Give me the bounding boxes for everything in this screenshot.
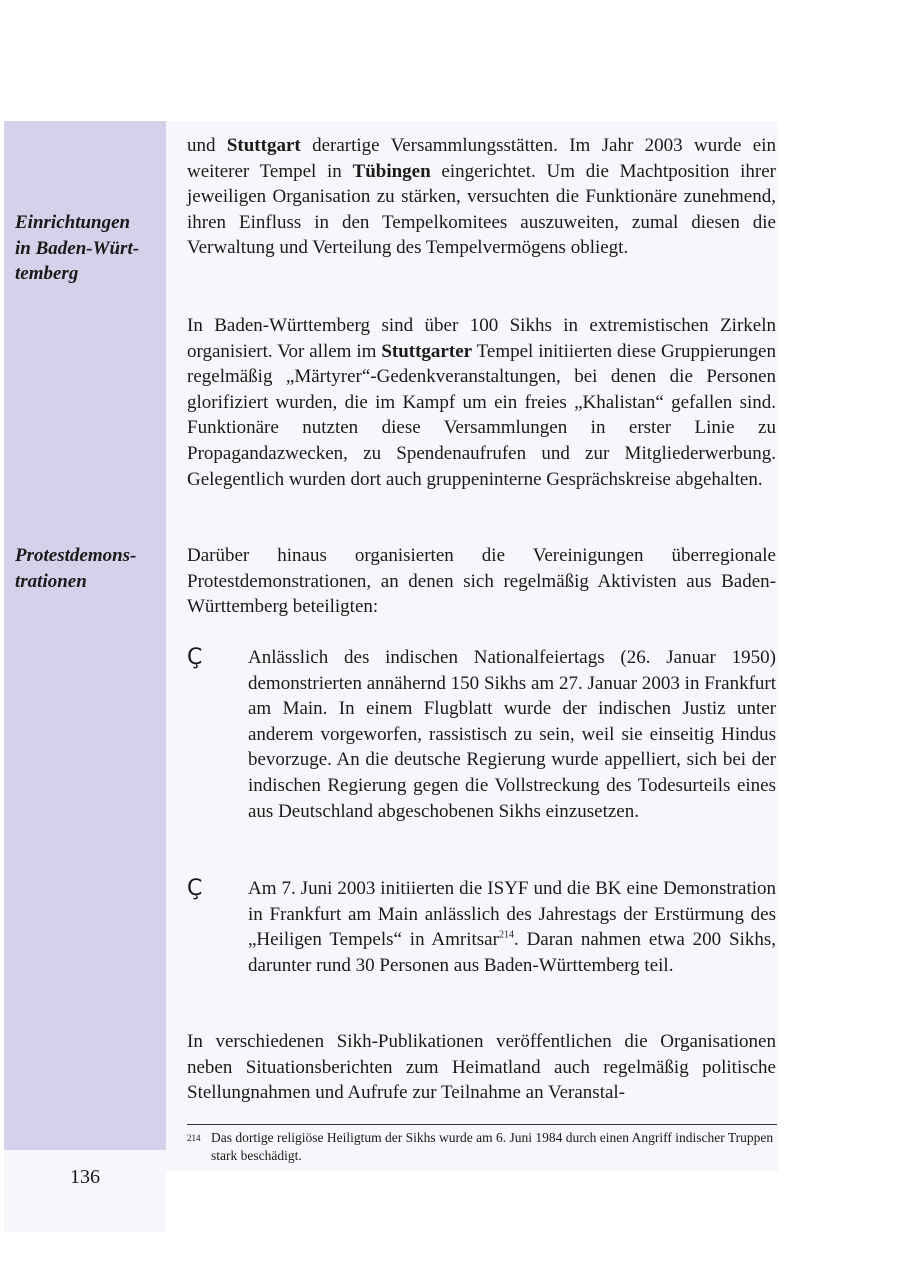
bold-place-name: Tübingen [352, 160, 431, 182]
text-run: In Baden-Württemberg sind über 100 Sikhs in extremistischen Zirkeln organisiert. Vor allem im [187, 315, 776, 362]
text-run: derartige Versammlungsstätten. Im Jahr 2003 wurde ein weiterer Tempel in [187, 135, 777, 182]
margin-heading-protestdemonstrationen [15, 543, 163, 594]
text-run: . Daran nahmen etwa 200 Sikhs, darunter rund 30 Personen aus Baden-Württemberg teil. [248, 929, 776, 976]
paragraph-1 [187, 133, 776, 261]
text-run: eingerichtet. Um die Machtposition ihrer jeweiligen Organisation zu stärken, versuchten die Funktionäre zunehmend, ihren Einfluss in den Tempelkomitees auszuweiten, zumal diesen die Verwaltung und Verteilung des Tempelvermögens obliegt. [187, 160, 776, 259]
bullet-item-2 [248, 876, 776, 978]
text-run: Tempel initiierten diese Gruppierungen regelmäßig „Märtyrer“-Gedenkveranstaltungen, bei denen die Personen glorifiziert wurden, die im Kampf um ein freies „Khalistan“ gefallen sind. Funktionäre nutzten diese Versammlungen in erster Linie zu Propagandazwecken, zu Spendenaufrufen und zur Mitgliederwerbung. Gelegentlich wurden dort auch gruppeninterne Gesprächskreise abgehalten. [187, 340, 776, 490]
margin-heading-line: trationen [15, 570, 87, 592]
text-run: Am 7. Juni 2003 initiierten die ISYF und die BK eine Demonstration in Frankfurt am Main anlässlich des Jahrestags der Erstürmung des „Heiligen Tempels“ in Amritsar [248, 878, 776, 951]
bullet-marker: Ç [187, 876, 203, 901]
margin-heading-einrichtungen [15, 210, 163, 287]
margin-heading-line: in Baden-Würt- [15, 237, 140, 259]
text-run: und [187, 135, 227, 156]
paragraph-3: Darüber hinaus organisierten die Vereinigungen überregionale Protestdemonstrationen, an denen sich regelmäßig Aktivisten aus Baden-Württemberg beteiligten: [187, 545, 776, 618]
margin-heading-line: Einrichtungen [15, 212, 131, 233]
bullet-marker: Ç [187, 645, 203, 670]
bullet-item-1: Anlässlich des indischen Nationalfeiertags (26. Januar 1950) demonstrierten annähernd 150 Sikhs am 27. Januar 2003 in Frankfurt am Main. In einem Flugblatt wurde der indischen Justiz unter anderem vorgeworfen, rassistisch zu sein, weil sie einseitig Hindus bevorzuge. An die deutsche Regierung wurde appelliert, sich bei der indischen Regierung gegen die Vollstreckung des Todesurteils eines aus Deutschland abgeschobenen Sikhs einzusetzen. [248, 647, 776, 822]
footnote-text: Das dortige religiöse Heiligtum der Sikhs wurde am 6. Juni 1984 durch einen Angriff indischer Truppen stark beschädigt. [211, 1130, 774, 1163]
page-number: 136 [70, 1166, 100, 1188]
bold-place-name: Stuttgarter [381, 340, 473, 362]
footnote-reference[interactable]: 214 [498, 929, 514, 941]
margin-heading-line: Protestdemons- [15, 545, 137, 566]
footnote-divider [187, 1124, 777, 1125]
footnote-number: 214 [187, 1133, 201, 1143]
bold-place-name: Stuttgart [226, 135, 301, 156]
paragraph-4: In verschiedenen Sikh-Publikationen veröffentlichen die Organisationen neben Situationsberichten zum Heimatland auch regelmäßig politische Stellungnahmen und Aufrufe zur Teilnahme an Veranstal- [187, 1031, 776, 1104]
margin-heading-line: temberg [15, 263, 79, 284]
page-number-box [4, 1150, 166, 1232]
paragraph-2 [187, 313, 776, 492]
